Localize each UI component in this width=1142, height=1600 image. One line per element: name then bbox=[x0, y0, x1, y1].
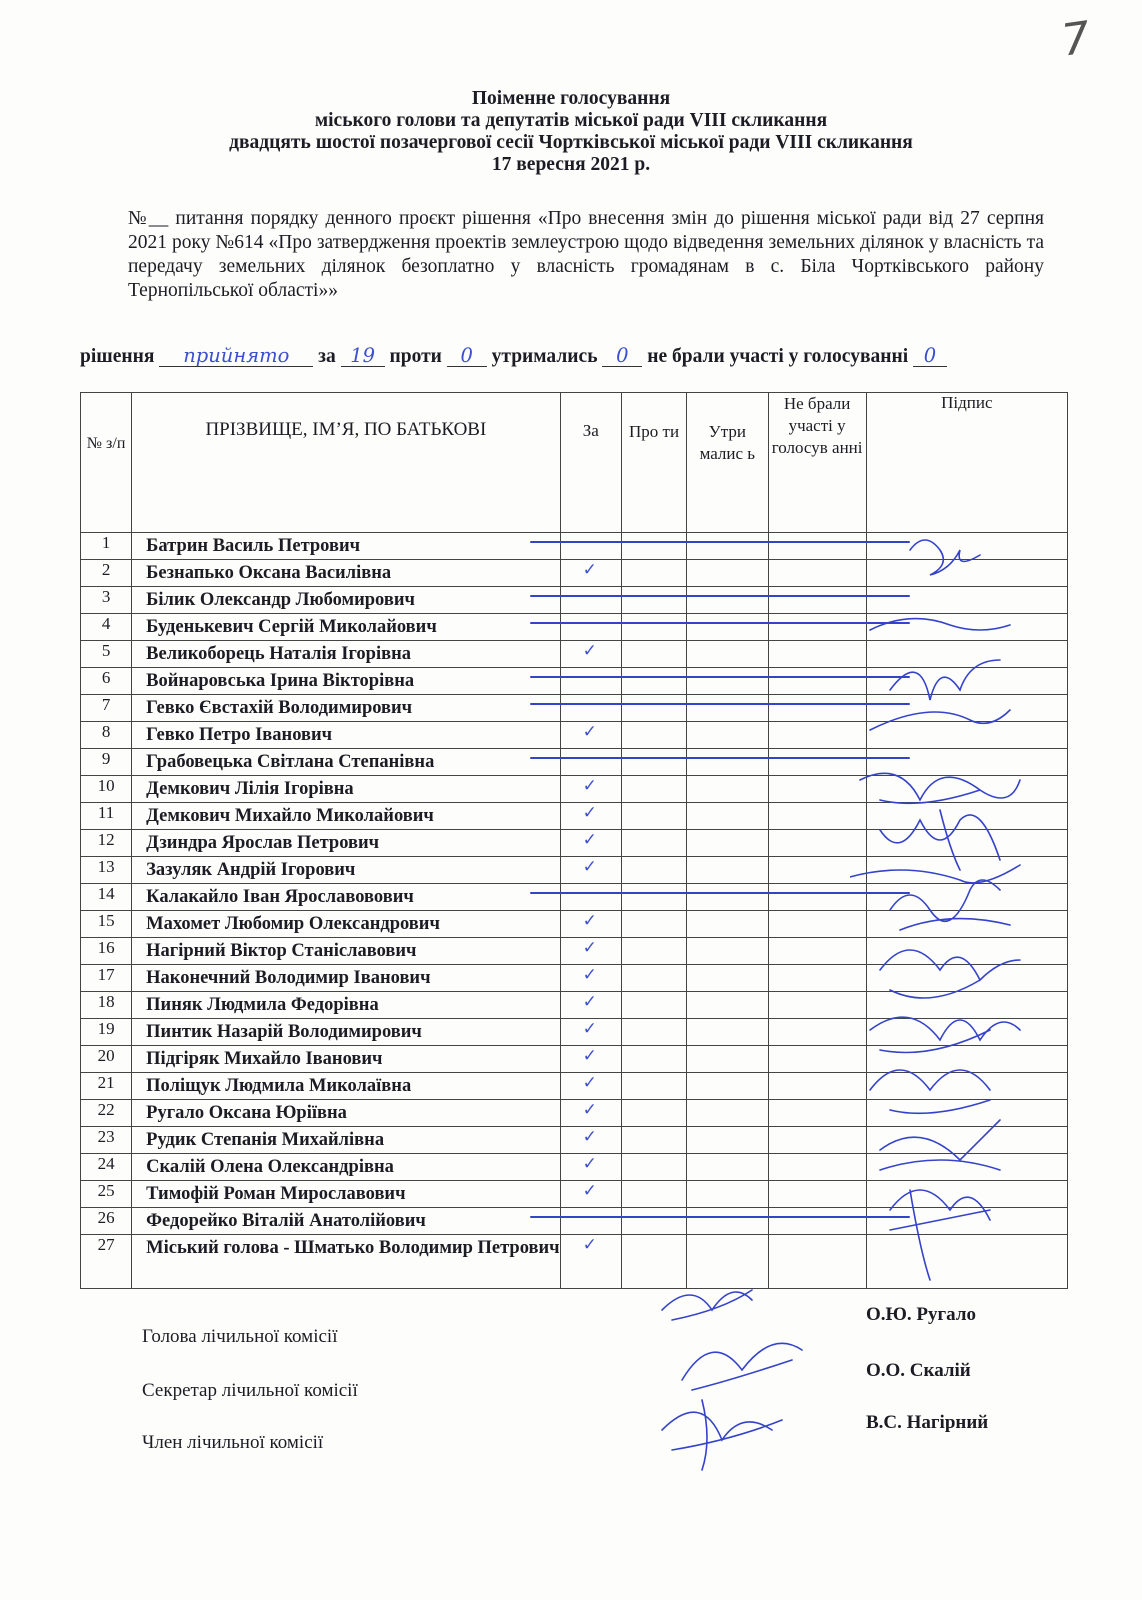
vote-abstain-cell bbox=[687, 1208, 769, 1235]
row-number: 16 bbox=[81, 938, 132, 965]
row-name: Грабовецька Світлана Степанівна bbox=[132, 749, 560, 776]
row-number: 11 bbox=[81, 803, 132, 830]
vote-abstain-cell bbox=[687, 641, 769, 668]
row-name: Рудик Степанія Михайлівна bbox=[132, 1127, 560, 1154]
vote-for-cell: ✓ bbox=[560, 1100, 621, 1127]
row-name: Махомет Любомир Олександрович bbox=[132, 911, 560, 938]
table-header-row bbox=[81, 393, 1068, 533]
row-name: Ругало Оксана Юріївна bbox=[132, 1100, 560, 1127]
row-number: 21 bbox=[81, 1073, 132, 1100]
row-name: Великоборець Наталія Ігорівна bbox=[132, 641, 560, 668]
vote-against-cell bbox=[622, 560, 687, 587]
header-title: Поіменне голосування bbox=[471, 88, 671, 109]
row-number: 14 bbox=[81, 884, 132, 911]
commission-signatures bbox=[642, 1280, 842, 1480]
vote-abstain-cell bbox=[687, 749, 769, 776]
vote-abstain-cell bbox=[687, 560, 769, 587]
vote-abstain-cell bbox=[687, 992, 769, 1019]
row-name: Нагірний Віктор Станіславович bbox=[132, 938, 560, 965]
vote-abstain-cell bbox=[687, 884, 769, 911]
vote-against-cell bbox=[622, 911, 687, 938]
row-name: Дзиндра Ярослав Петрович bbox=[132, 830, 560, 857]
vote-abstain-cell bbox=[687, 1154, 769, 1181]
vote-abstain-cell bbox=[687, 668, 769, 695]
against-count: 0 bbox=[447, 346, 487, 367]
row-name: Скалій Олена Олександрівна bbox=[132, 1154, 560, 1181]
vote-for-cell: ✓ bbox=[560, 965, 621, 992]
row-name: Калакайло Іван Ярославовович bbox=[132, 884, 560, 911]
vote-for-cell: ✓ bbox=[560, 1154, 621, 1181]
row-number: 26 bbox=[81, 1208, 132, 1235]
vote-abstain-cell bbox=[687, 776, 769, 803]
vote-abstain-cell bbox=[687, 830, 769, 857]
chair-name: О.Ю. Ругало bbox=[866, 1304, 976, 1325]
chair-role: Голова лічильної комісії bbox=[142, 1326, 338, 1347]
member-role: Член лічильної комісії bbox=[142, 1432, 324, 1453]
header-abstain: Утри малис ь bbox=[687, 393, 769, 533]
vote-abstain-cell bbox=[687, 965, 769, 992]
abstain-count: 0 bbox=[602, 346, 642, 367]
document-header bbox=[0, 88, 1142, 176]
row-number: 10 bbox=[81, 776, 132, 803]
row-name: Пиняк Людмила Федорівна bbox=[132, 992, 560, 1019]
vote-against-cell bbox=[622, 1208, 687, 1235]
decision-label: рішення bbox=[80, 346, 155, 367]
vote-against-cell bbox=[622, 641, 687, 668]
vote-abstain-cell bbox=[687, 1127, 769, 1154]
vote-against-cell bbox=[622, 722, 687, 749]
row-name: Міський голова - Шматько Володимир Петрович bbox=[132, 1235, 560, 1289]
for-count: 19 bbox=[341, 346, 385, 367]
row-name: Буденькевич Сергій Миколайович bbox=[132, 614, 560, 641]
row-name: Войнаровська Ірина Вікторівна bbox=[132, 668, 560, 695]
row-name: Білик Олександр Любомирович bbox=[132, 587, 560, 614]
row-name: Тимофій Роман Мирославович bbox=[132, 1181, 560, 1208]
member-name: В.С. Нагірний bbox=[866, 1412, 989, 1433]
secretary-role: Секретар лічильної комісії bbox=[142, 1380, 358, 1401]
row-name: Поліщук Людмила Миколаївна bbox=[132, 1073, 560, 1100]
for-label: за bbox=[318, 346, 336, 367]
header-not-voted: Не брали участі у голосув анні bbox=[768, 393, 866, 533]
row-number: 1 bbox=[81, 533, 132, 560]
row-name: Наконечний Володимир Іванович bbox=[132, 965, 560, 992]
vote-against-cell bbox=[622, 1046, 687, 1073]
row-name: Батрин Василь Петрович bbox=[132, 533, 560, 560]
not-voted-count: 0 bbox=[913, 346, 947, 367]
vote-for-cell bbox=[560, 533, 621, 560]
row-name: Зазуляк Андрій Ігорович bbox=[132, 857, 560, 884]
vote-against-cell bbox=[622, 803, 687, 830]
vote-abstain-cell bbox=[687, 1073, 769, 1100]
vote-against-cell bbox=[622, 1181, 687, 1208]
header-name: ПРІЗВИЩЕ, ІМ’Я, ПО БАТЬКОВІ bbox=[132, 393, 560, 533]
vote-for-cell bbox=[560, 587, 621, 614]
decision-line bbox=[80, 346, 1070, 368]
vote-for-cell: ✓ bbox=[560, 803, 621, 830]
vote-against-cell bbox=[622, 614, 687, 641]
vote-against-cell bbox=[622, 857, 687, 884]
row-number: 12 bbox=[81, 830, 132, 857]
row-number: 23 bbox=[81, 1127, 132, 1154]
vote-against-cell bbox=[622, 1073, 687, 1100]
agenda-question: №__ питання порядку денного проєкт рішення «Про внесення змін до рішення міської ради від 27 серпня 2021 року №614 «Про затвердження проектів землеустрою щодо відведення земельних ділянок у власність та передачу земельних ділянок безоплатно у власність громадянам в с. Біла Чортківського району Тернопільської області»» bbox=[128, 208, 1044, 301]
vote-for-cell bbox=[560, 884, 621, 911]
vote-against-cell bbox=[622, 938, 687, 965]
row-name: Демкович Михайло Миколайович bbox=[132, 803, 560, 830]
row-number: 13 bbox=[81, 857, 132, 884]
row-name: Пинтик Назарій Володимирович bbox=[132, 1019, 560, 1046]
vote-abstain-cell bbox=[687, 587, 769, 614]
vote-for-cell: ✓ bbox=[560, 938, 621, 965]
row-number: 9 bbox=[81, 749, 132, 776]
row-number: 20 bbox=[81, 1046, 132, 1073]
row-number: 8 bbox=[81, 722, 132, 749]
row-number: 4 bbox=[81, 614, 132, 641]
row-number: 18 bbox=[81, 992, 132, 1019]
row-number: 27 bbox=[81, 1235, 132, 1289]
vote-for-cell: ✓ bbox=[560, 1073, 621, 1100]
row-name: Демкович Лілія Ігорівна bbox=[132, 776, 560, 803]
secretary-name: О.О. Скалій bbox=[866, 1360, 971, 1381]
vote-abstain-cell bbox=[687, 911, 769, 938]
vote-for-cell: ✓ bbox=[560, 1127, 621, 1154]
vote-against-cell bbox=[622, 749, 687, 776]
vote-abstain-cell bbox=[687, 533, 769, 560]
header-num: № з/п bbox=[81, 393, 132, 533]
decision-result: прийнято bbox=[159, 346, 313, 367]
vote-for-cell bbox=[560, 1208, 621, 1235]
vote-against-cell bbox=[622, 695, 687, 722]
header-against: Про ти bbox=[622, 393, 687, 533]
vote-abstain-cell bbox=[687, 1100, 769, 1127]
vote-for-cell bbox=[560, 695, 621, 722]
vote-abstain-cell bbox=[687, 722, 769, 749]
row-name: Гевко Петро Іванович bbox=[132, 722, 560, 749]
row-number: 24 bbox=[81, 1154, 132, 1181]
vote-abstain-cell bbox=[687, 1019, 769, 1046]
vote-for-cell: ✓ bbox=[560, 776, 621, 803]
vote-for-cell bbox=[560, 668, 621, 695]
row-number: 17 bbox=[81, 965, 132, 992]
vote-against-cell bbox=[622, 1127, 687, 1154]
vote-against-cell bbox=[622, 830, 687, 857]
vote-against-cell bbox=[622, 1100, 687, 1127]
header-date: 17 вересня 2021 р. bbox=[491, 154, 651, 175]
against-label: проти bbox=[389, 346, 442, 367]
row-name: Федорейко Віталій Анатолійович bbox=[132, 1208, 560, 1235]
vote-against-cell bbox=[622, 533, 687, 560]
vote-abstain-cell bbox=[687, 1181, 769, 1208]
vote-for-cell: ✓ bbox=[560, 722, 621, 749]
row-number: 15 bbox=[81, 911, 132, 938]
vote-abstain-cell bbox=[687, 614, 769, 641]
vote-for-cell: ✓ bbox=[560, 1046, 621, 1073]
vote-against-cell bbox=[622, 965, 687, 992]
row-name: Безнапько Оксана Василівна bbox=[132, 560, 560, 587]
vote-for-cell bbox=[560, 614, 621, 641]
vote-for-cell: ✓ bbox=[560, 830, 621, 857]
row-number: 6 bbox=[81, 668, 132, 695]
vote-against-cell bbox=[622, 992, 687, 1019]
vote-against-cell bbox=[622, 1019, 687, 1046]
row-number: 3 bbox=[81, 587, 132, 614]
vote-for-cell: ✓ bbox=[560, 857, 621, 884]
vote-against-cell bbox=[622, 587, 687, 614]
header-signature: Підпис bbox=[866, 393, 1067, 533]
vote-for-cell: ✓ bbox=[560, 560, 621, 587]
signatures-column bbox=[850, 530, 1030, 1290]
vote-against-cell bbox=[622, 776, 687, 803]
abstain-label: утримались bbox=[491, 346, 598, 367]
row-number: 22 bbox=[81, 1100, 132, 1127]
page-number: 7 bbox=[1058, 12, 1094, 67]
row-name: Гевко Євстахій Володимирович bbox=[132, 695, 560, 722]
vote-abstain-cell bbox=[687, 695, 769, 722]
vote-abstain-cell bbox=[687, 857, 769, 884]
vote-abstain-cell bbox=[687, 938, 769, 965]
vote-abstain-cell bbox=[687, 1046, 769, 1073]
vote-abstain-cell bbox=[687, 803, 769, 830]
not-voted-label: не брали участі у голосуванні bbox=[647, 346, 909, 367]
vote-for-cell: ✓ bbox=[560, 992, 621, 1019]
header-line-3: двадцять шостої позачергової сесії Чортківської міської ради VIII скликання bbox=[229, 132, 913, 153]
row-number: 5 bbox=[81, 641, 132, 668]
vote-for-cell: ✓ bbox=[560, 641, 621, 668]
vote-for-cell: ✓ bbox=[560, 1181, 621, 1208]
row-number: 25 bbox=[81, 1181, 132, 1208]
vote-against-cell bbox=[622, 1154, 687, 1181]
row-number: 2 bbox=[81, 560, 132, 587]
header-for: За bbox=[560, 393, 621, 533]
vote-against-cell bbox=[622, 668, 687, 695]
vote-for-cell: ✓ bbox=[560, 911, 621, 938]
vote-against-cell bbox=[622, 884, 687, 911]
vote-for-cell: ✓ bbox=[560, 1019, 621, 1046]
vote-for-cell: ✓ bbox=[560, 1235, 621, 1289]
vote-for-cell bbox=[560, 749, 621, 776]
row-number: 19 bbox=[81, 1019, 132, 1046]
header-line-2: міського голови та депутатів міської ради VIII скликання bbox=[314, 110, 828, 131]
row-name: Підгіряк Михайло Іванович bbox=[132, 1046, 560, 1073]
row-number: 7 bbox=[81, 695, 132, 722]
